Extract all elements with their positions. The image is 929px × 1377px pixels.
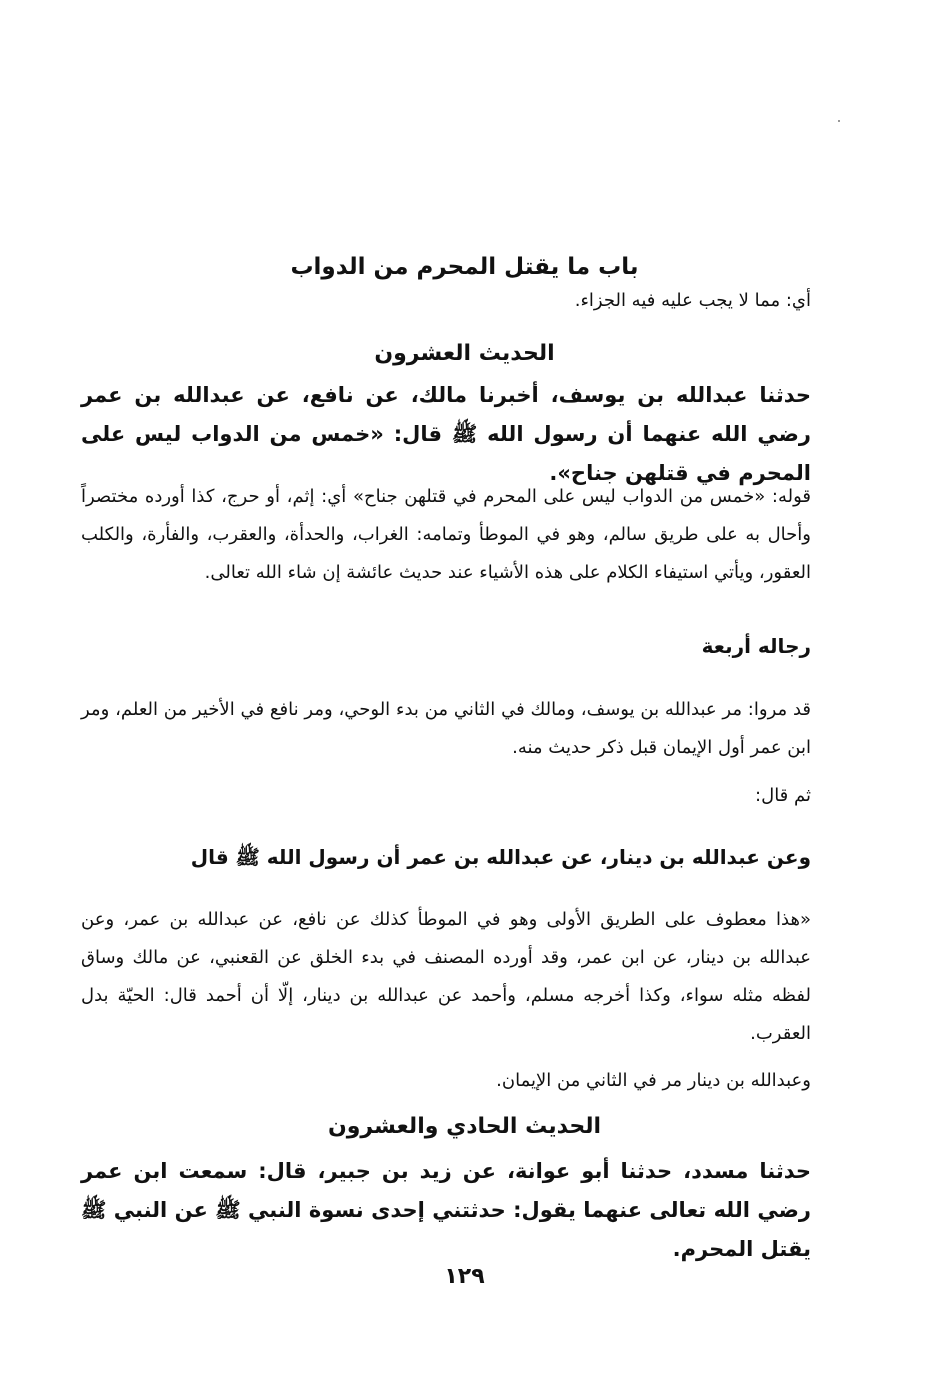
commentary-paragraph: «هذا معطوف على الطريق الأولى وهو في الموطأ كذلك عن نافع، عن عبدالله بن عمر، وعن عبدالله بن دينار، عن ابن عمر، وقد أورده المصنف في بدء الخلق عن القعنبي، عن مالك وساق لفظه مثله سواء، وكذا أخرجه مسلم، وأحمد عن عبدالله بن دينار، إلّا أن أحمد قال: الحيّة بدل العقرب.	[81, 909, 811, 1044]
commentary-paragraph: قوله: «خمس من الدواب ليس على المحرم في قتلهن جناح» أي: إثم، أو حرج، كذا أورده مختصراً وأحال به على طريق سالم، وهو في الموطأ وتمامه: الغراب، والحدأة، والعقرب، والفأرة، والكلب العقور، ويأتي استيفاء الكلام على هذه الأشياء عند حديث عائشة إن شاء الله تعالى.	[81, 486, 811, 583]
page-number: ١٢٩	[444, 1264, 485, 1289]
chapter-note: أي: مما لا يجب عليه فيه الجزاء.	[574, 290, 811, 311]
chapter-title: باب ما يقتل المحرم من الدواب	[290, 254, 639, 280]
scan-speck	[838, 120, 840, 122]
commentary-paragraph: وعبدالله بن دينار مر في الثاني من الإيمان.	[496, 1070, 811, 1091]
hadith-20-text: حدثنا عبدالله بن يوسف، أخبرنا مالك، عن نافع، عن عبدالله بن عمر رضي الله عنهما أن رسول الله ﷺ قال: «خمس من الدواب ليس على المحرم في قتلهن جناح».	[81, 383, 811, 485]
then-said-line: ثم قال:	[755, 785, 811, 806]
narrators-heading: رجاله أربعة	[701, 634, 811, 658]
hadith-20-heading: الحديث العشرون	[374, 341, 555, 366]
second-chain-text: وعن عبدالله بن دينار، عن عبدالله بن عمر أن رسول الله ﷺ قال	[190, 845, 811, 869]
narrators-paragraph: قد مروا: مر عبدالله بن يوسف، ومالك في الثاني من بدء الوحي، ومر نافع في الأخير من العلم، ومر ابن عمر أول الإيمان قبل ذكر حديث منه.	[81, 699, 811, 758]
hadith-21-heading: الحديث الحادي والعشرون	[327, 1114, 602, 1139]
hadith-21-text: حدثنا مسدد، حدثنا أبو عوانة، عن زيد بن جبير، قال: سمعت ابن عمر رضي الله تعالى عنهما يقول: حدثتني إحدى نسوة النبي ﷺ عن النبي ﷺ يقتل المحرم.	[81, 1159, 811, 1261]
